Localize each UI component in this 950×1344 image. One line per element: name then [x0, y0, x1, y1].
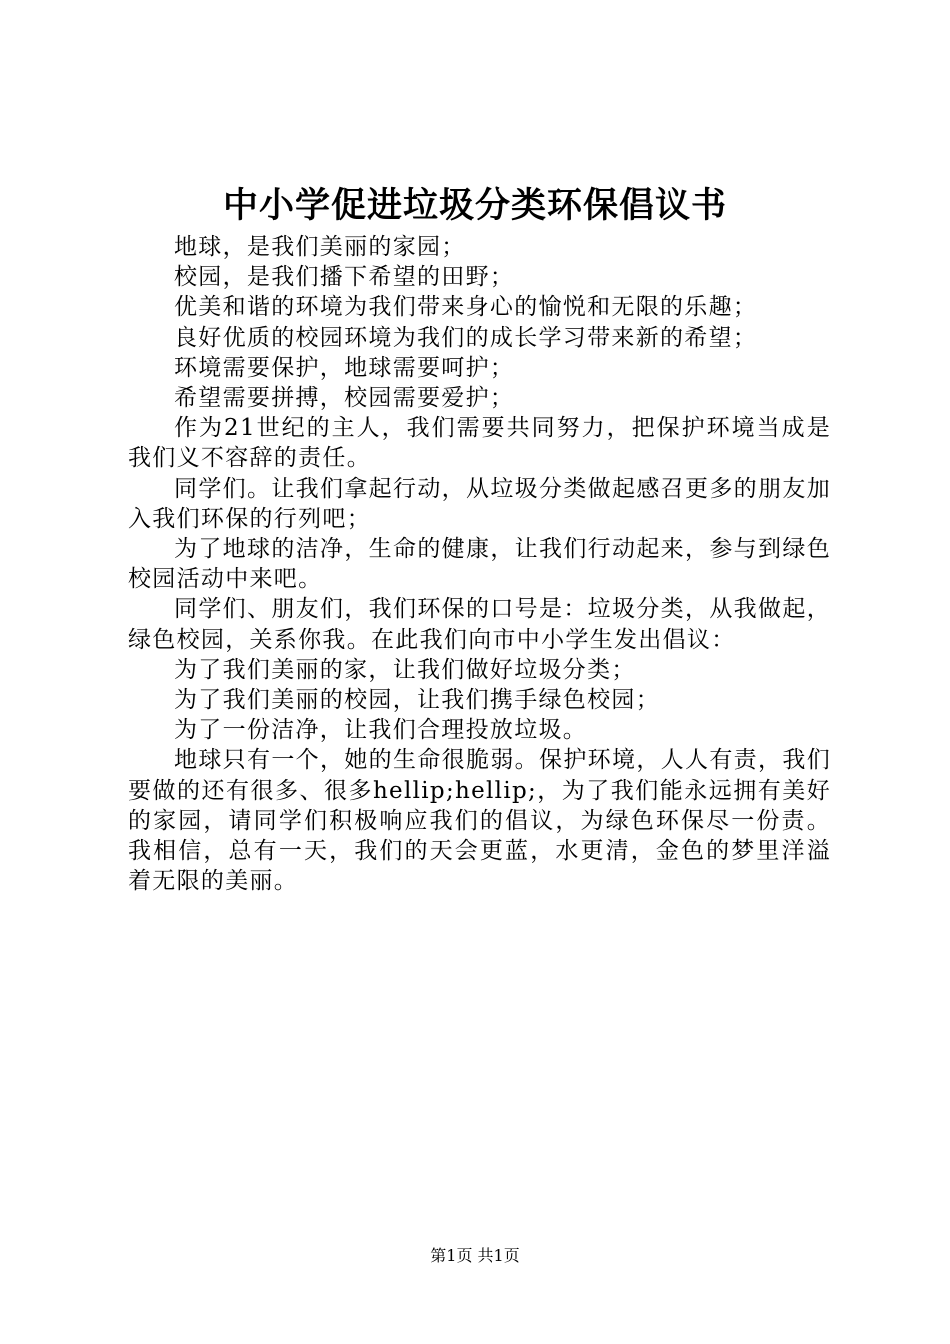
- paragraph: 同学们、朋友们，我们环保的口号是：垃圾分类，从我做起，绿色校园，关系你我。在此我们向市中小学生发出倡议：: [128, 596, 831, 653]
- paragraph: 良好优质的校园环境为我们的成长学习带来新的希望；: [174, 324, 758, 351]
- paragraph: 为了我们美丽的校园，让我们携手绿色校园；: [174, 687, 660, 714]
- paragraph: 希望需要拼搏，校园需要爱护；: [174, 385, 515, 412]
- paragraph: 同学们。让我们拿起行动，从垃圾分类做起感召更多的朋友加入我们环保的行列吧；: [128, 475, 831, 532]
- document-title: 中小学促进垃圾分类环保倡议书: [222, 186, 727, 226]
- paragraph: 优美和谐的环境为我们带来身心的愉悦和无限的乐趣；: [174, 294, 758, 321]
- paragraph: 为了地球的洁净，生命的健康，让我们行动起来，参与到绿色校园活动中来吧。: [128, 536, 831, 593]
- paragraph: 为了我们美丽的家，让我们做好垃圾分类；: [174, 656, 636, 683]
- paragraph: 校园，是我们播下希望的田野；: [174, 264, 515, 291]
- paragraph: 地球，是我们美丽的家园；: [174, 234, 466, 260]
- paragraph: 为了一份洁净，让我们合理投放垃圾。: [174, 717, 588, 744]
- paragraph: 环境需要保护，地球需要呵护；: [174, 354, 515, 381]
- paragraph: 地球只有一个，她的生命很脆弱。保护环境，人人有责，我们要做的还有很多、很多hellip;hellip;，为了我们能永远拥有美好的家园，请同学们积极响应我们的倡议，为绿色环保尽一份责。我相信，总有一天，我们的天会更蓝，水更清，金色的梦里洋溢着无限的美丽。: [128, 747, 831, 895]
- document-body: [128, 232, 831, 896]
- page-number-footer: 第1页 共1页: [430, 1246, 520, 1265]
- paragraph: 作为21世纪的主人，我们需要共同努力，把保护环境当成是我们义不容辞的责任。: [128, 415, 831, 472]
